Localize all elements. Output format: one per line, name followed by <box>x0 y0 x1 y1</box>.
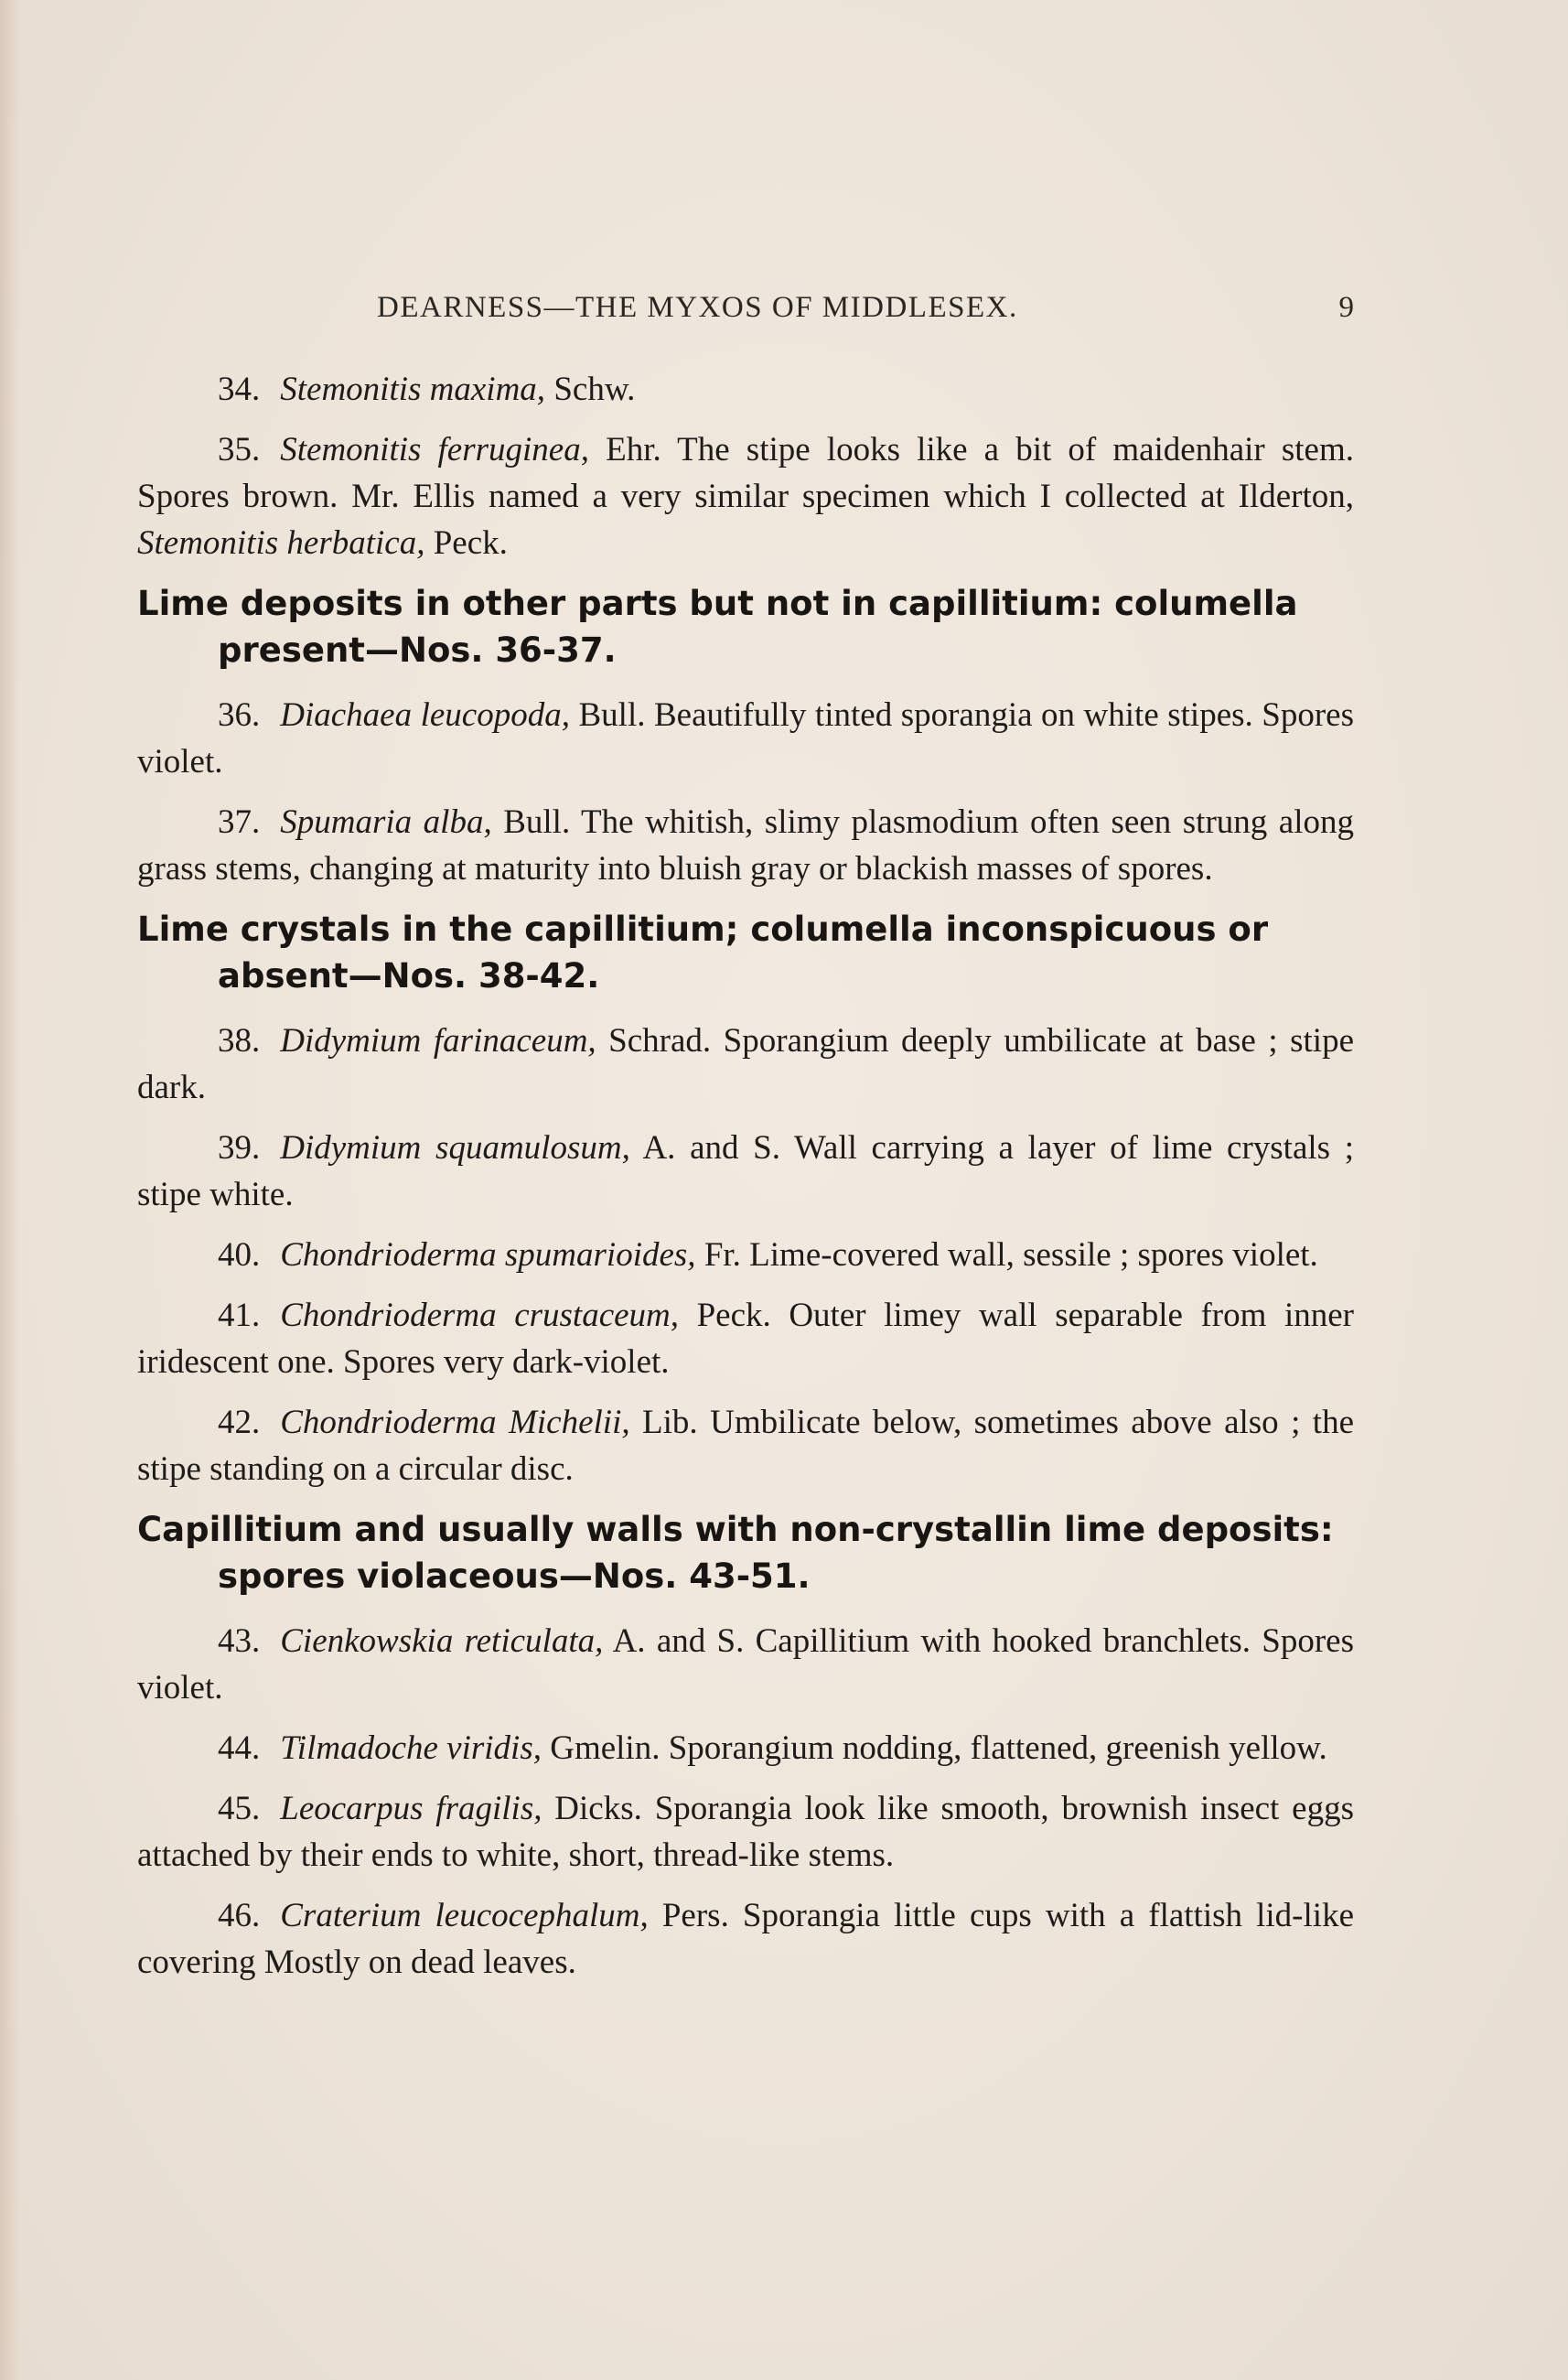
species-name: Didymium farinaceum, <box>280 1022 596 1060</box>
species-name: Craterium leucocephalum, <box>280 1897 649 1934</box>
species-name: Stemonitis maxima, <box>280 371 546 408</box>
entry-39 <box>137 1125 1354 1218</box>
entry-number: 43. <box>218 1622 261 1660</box>
species-name: Spumaria alba, <box>280 803 492 841</box>
entry-text: A. and S. Wall carrying a layer of lime crystals ; stipe white. <box>137 1129 1354 1213</box>
entry-text: Bull. The whitish, slimy plasmodium often seen strung along grass stems, changing at maturity into bluish gray or blackish masses of spores. <box>137 803 1355 888</box>
running-title: DEARNESS—THE MYXOS OF MIDDLESEX. <box>377 291 1018 324</box>
entry-number: 38. <box>218 1022 261 1060</box>
entry-34 <box>137 366 1354 413</box>
entry-text: Fr. Lime-covered wall, sessile ; spores violet. <box>695 1236 1318 1274</box>
section-heading-lime-crystals: Lime crystals in the capillitium; columella inconspicuous or absent—Nos. 38-42. <box>137 910 1269 996</box>
entry-number: 41. <box>218 1297 261 1334</box>
entry-number: 39. <box>218 1129 261 1167</box>
entry-37 <box>137 799 1354 892</box>
species-name: Stemonitis ferruginea, <box>280 431 589 468</box>
page-spine-shadow <box>0 0 20 2380</box>
entry-number: 35. <box>218 431 261 468</box>
entry-36 <box>137 692 1354 785</box>
entry-text: Bull. Beautifully tinted sporangia on white stipes. Spores violet. <box>137 696 1354 781</box>
entry-text-tail: Peck. <box>424 524 508 562</box>
species-name: Cienkowskia reticulata, <box>280 1622 604 1660</box>
species-name: Chondrioderma Michelii, <box>280 1404 630 1441</box>
entry-number: 36. <box>218 696 261 734</box>
species-name: Diachaea leucopoda, <box>280 696 570 734</box>
entry-43 <box>137 1618 1354 1711</box>
entry-text: Dicks. Sporangia look like smooth, brownish insect eggs attached by their ends to white, short, thread-like stems. <box>137 1790 1354 1874</box>
entry-46 <box>137 1892 1354 1986</box>
species-name: Chondrioderma crustaceum, <box>280 1297 680 1334</box>
entry-45 <box>137 1785 1354 1879</box>
entry-text: A. and S. Capillitium with hooked branchlets. Spores violet. <box>137 1622 1354 1707</box>
entry-text: Schrad. Sporangium deeply umbilicate at base ; stipe dark. <box>137 1022 1354 1106</box>
species-name: Chondrioderma spumarioides, <box>280 1236 696 1274</box>
entry-number: 46. <box>218 1897 261 1934</box>
entry-number: 44. <box>218 1729 261 1767</box>
species-name: Didymium squamulosum, <box>280 1129 630 1167</box>
species-name: Leocarpus fragilis, <box>280 1790 542 1827</box>
page-number: 9 <box>1338 291 1354 324</box>
page-header <box>137 291 1354 331</box>
entry-number: 45. <box>218 1790 261 1827</box>
entry-text: Lib. Umbilicate below, sometimes above also ; the stipe standing on a circular disc. <box>137 1404 1355 1488</box>
entry-text: Gmelin. Sporangium nodding, flattened, greenish yellow. <box>541 1729 1327 1767</box>
entry-42 <box>137 1399 1354 1492</box>
entry-text: Schw. <box>545 371 636 408</box>
section-heading-capillitium: Capillitium and usually walls with non-crystallin lime deposits: spores violaceous—Nos. 43-51. <box>137 1510 1334 1596</box>
species-name: Tilmadoche viridis, <box>280 1729 542 1767</box>
entry-number: 40. <box>218 1236 261 1274</box>
entry-number: 37. <box>218 803 261 841</box>
entry-38 <box>137 1018 1354 1111</box>
body-text <box>137 366 1354 1999</box>
entry-number: 34. <box>218 371 261 408</box>
entry-text: Peck. Outer limey wall separable from inner iridescent one. Spores very dark-violet. <box>137 1297 1354 1381</box>
species-name-secondary: Stemonitis herbatica, <box>137 524 425 562</box>
entry-40 <box>137 1232 1354 1278</box>
entry-text: Pers. Sporangia little cups with a flattish lid-like covering Mostly on dead leaves. <box>137 1897 1354 1981</box>
entry-44 <box>137 1725 1354 1772</box>
entry-text: Ehr. The stipe looks like a bit of maidenhair stem. Spores brown. Mr. Ellis named a very similar specimen which I collected at Ilderton, <box>137 431 1354 515</box>
entry-41 <box>137 1292 1354 1385</box>
entry-number: 42. <box>218 1404 261 1441</box>
section-heading-lime-deposits: Lime deposits in other parts but not in capillitium: columella present—Nos. 36-37. <box>137 584 1298 670</box>
entry-35 <box>137 426 1354 566</box>
